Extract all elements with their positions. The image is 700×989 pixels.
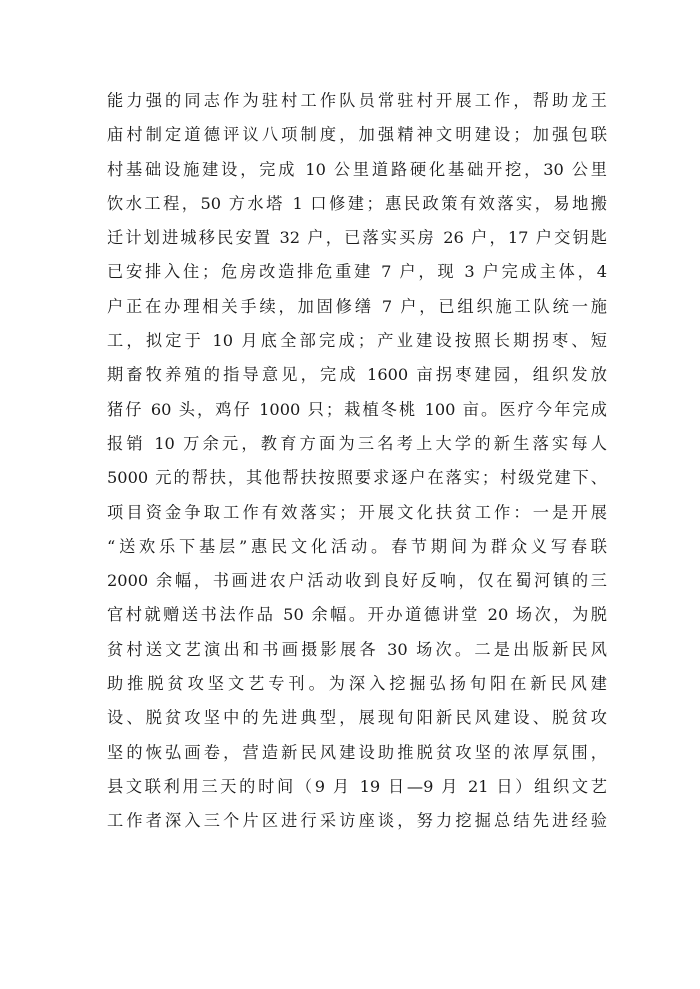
text-line: 项目资金争取工作有效落实；开展文化扶贫工作：一是开展 bbox=[107, 502, 607, 522]
text-line: 工，拟定于 10 月底全部完成；产业建设按照长期拐枣、短 bbox=[107, 331, 607, 351]
text-line: 期畜牧养殖的指导意见，完成 1600 亩拐枣建园，组织发放 bbox=[107, 365, 607, 385]
text-line: 报销 10 万余元，教育方面为三名考上大学的新生落实每人 bbox=[107, 433, 607, 453]
text-line: 2000 余幅，书画进农户活动收到良好反响，仅在蜀河镇的三 bbox=[107, 571, 607, 591]
text-line: 迁计划进城移民安置 32 户，已落实买房 26 户，17 户交钥匙 bbox=[107, 228, 607, 248]
text-line: 设、脱贫攻坚中的先进典型，展现旬阳新民风建设、脱贫攻 bbox=[107, 708, 607, 728]
text-line: 官村就赠送书法作品 50 余幅。开办道德讲堂 20 场次，为脱 bbox=[107, 605, 607, 625]
text-line: 工作者深入三个片区进行采访座谈，努力挖掘总结先进经验 bbox=[107, 811, 607, 831]
text-line: 5000 元的帮扶，其他帮扶按照要求逐户在落实；村级党建下、 bbox=[107, 468, 607, 488]
text-line: 贫村送文艺演出和书画摄影展各 30 场次。二是出版新民风 bbox=[107, 639, 607, 659]
text-line: 已安排入住；危房改造排危重建 7 户，现 3 户完成主体，4 bbox=[107, 262, 607, 282]
body-text bbox=[107, 84, 607, 839]
text-line: 助推脱贫攻坚文艺专刊。为深入挖掘弘扬旬阳在新民风建 bbox=[107, 674, 607, 694]
text-line: 猪仔 60 头，鸡仔 1000 只；栽植冬桃 100 亩。医疗今年完成 bbox=[107, 399, 607, 419]
text-line: 村基础设施建设，完成 10 公里道路硬化基础开挖，30 公里 bbox=[107, 159, 607, 179]
text-line: 坚的恢弘画卷，营造新民风建设助推脱贫攻坚的浓厚氛围， bbox=[107, 742, 607, 762]
text-line: 饮水工程，50 方水塔 1 口修建；惠民政策有效落实，易地搬 bbox=[107, 193, 607, 213]
text-line: 户正在办理相关手续，加固修缮 7 户，已组织施工队统一施 bbox=[107, 296, 607, 316]
text-line: “送欢乐下基层”惠民文化活动。春节期间为群众义写春联 bbox=[107, 536, 607, 556]
text-line: 庙村制定道德评议八项制度，加强精神文明建设；加强包联 bbox=[107, 125, 607, 145]
text-line: 能力强的同志作为驻村工作队员常驻村开展工作，帮助龙王 bbox=[107, 91, 607, 110]
text-line: 县文联利用三天的时间（9 月 19 日—9 月 21 日）组织文艺 bbox=[107, 776, 607, 796]
